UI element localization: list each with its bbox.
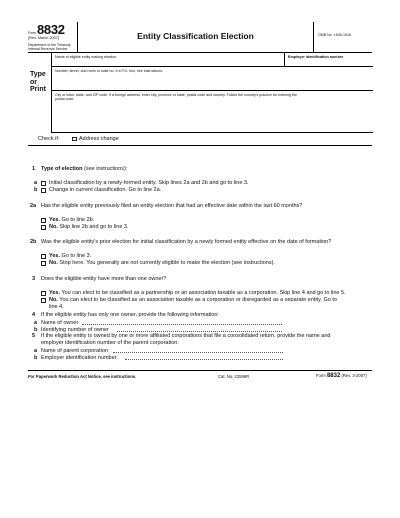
line-5b-letter: b: [34, 355, 38, 361]
footer-form-word: Form: [316, 373, 326, 378]
line-1b-checkbox[interactable]: [41, 188, 46, 193]
check-if-row: [28, 134, 372, 144]
line-1b-text: Change in current classification. Go to line 2a.: [49, 187, 162, 193]
line-2a-no: [49, 224, 129, 230]
line-1b-letter: b: [34, 187, 38, 193]
form-footer: [28, 370, 372, 379]
line-3-no-word: No.: [49, 297, 58, 303]
line-3-no-text: You can elect to be classified as an association taxable as a corporation or disregarded as a separate entity. Go to: [57, 297, 337, 303]
street-label: Number, street, and room or suite no. If a P.O. box, see instructions.: [55, 69, 163, 73]
form-number: 8832: [37, 22, 65, 37]
line-2a-yes: [49, 217, 94, 223]
service-name: Internal Revenue Service: [28, 47, 68, 52]
owner-id-field[interactable]: [117, 331, 282, 332]
department-name: Department of the Treasury: [28, 43, 71, 47]
line-2b-yes-word: Yes.: [49, 253, 61, 259]
line-4b-label: Identifying number of owner: [41, 327, 109, 333]
ein-field[interactable]: [284, 53, 373, 67]
line-2a-no-text: Skip line 2b and go to line 3.: [57, 224, 129, 230]
line-2b-no: [49, 260, 275, 266]
line-4-text: If the eligible entity has only one owner, provide the following information:: [41, 312, 219, 318]
or-word: or: [30, 78, 37, 86]
line-2a-no-checkbox[interactable]: [41, 225, 46, 230]
line-5a-letter: a: [34, 348, 38, 354]
line-2a-number: 2a: [30, 203, 37, 209]
line-4b-letter: b: [34, 327, 38, 333]
entity-fields: [51, 53, 372, 133]
owner-name-field[interactable]: [82, 324, 282, 325]
line-5a-label: Name of parent corporation: [41, 348, 108, 354]
form-word: Form: [28, 31, 37, 35]
line-3-yes-checkbox[interactable]: [41, 291, 46, 296]
line-2a-question: Has the eligible entity previously filed an entity election that had an effective date within the last 60 months?: [41, 203, 303, 209]
line-2b-yes-text: Go to line 3.: [60, 253, 92, 259]
parent-corp-ein-field[interactable]: [125, 359, 283, 360]
line-1a-text: Initial classification by a newly-formed entity. Skip lines 2a and 2b and go to line 3.: [49, 180, 249, 186]
line-3-yes-word: Yes.: [49, 290, 61, 296]
line-3-number: 3: [32, 276, 36, 282]
line-3-no-checkbox[interactable]: [41, 298, 46, 303]
line-2b-no-checkbox[interactable]: [41, 261, 46, 266]
ein-label: Employer identification number: [288, 55, 344, 59]
line-2b-yes-checkbox[interactable]: [41, 254, 46, 259]
city-label-line1: City or town, state, and ZIP code. If a foreign address, enter city, province or state, postal code and country. Follow the country's practice for entering the: [55, 93, 297, 97]
line-2b-yes: [49, 253, 91, 259]
section-divider: [28, 145, 372, 146]
line-5-number: 5: [32, 333, 36, 339]
address-change-label: Address change: [79, 136, 119, 142]
line-1-heading: [41, 166, 127, 172]
line-2a-no-word: No.: [49, 224, 58, 230]
line-1-title: Type of election: [41, 166, 83, 172]
line-3-yes: [49, 290, 346, 296]
line-1-suffix: (see instructions):: [82, 166, 128, 172]
agency-block: [28, 43, 78, 51]
line-4-number: 4: [32, 312, 36, 318]
line-2b-no-word: No.: [49, 260, 58, 266]
type-or-print-label: [30, 71, 46, 94]
line-1-number: 1: [32, 166, 36, 172]
line-2a-yes-word: Yes.: [49, 217, 61, 223]
address-change-checkbox[interactable]: [72, 137, 77, 142]
line-2b-question: Was the eligible entity's prior election for initial classification by a newly formed entity effective on the date of formation?: [41, 239, 332, 245]
line-2a-yes-checkbox[interactable]: [41, 218, 46, 223]
line-3-no-text-line2: line 4.: [49, 304, 64, 310]
entity-name-label: Name of eligible entity making election: [55, 55, 117, 59]
form-header: [28, 22, 372, 53]
entity-name-field[interactable]: [52, 53, 373, 67]
paperwork-notice: For Paperwork Reduction Act Notice, see instructions.: [28, 374, 137, 379]
line-3-yes-text: You can elect to be classified as a partnership or an association taxable as a corporation. Skip line 4 and go to line 5.: [60, 290, 346, 296]
line-2a-yes-text: Go to line 2b.: [60, 217, 95, 223]
footer-form-id: [316, 373, 367, 379]
line-1a-checkbox[interactable]: [41, 181, 46, 186]
omb-block: [313, 22, 372, 53]
line-4a-letter: a: [34, 320, 38, 326]
line-3-question: Does the eligible entity have more than one owner?: [41, 276, 167, 282]
entity-info-section: [28, 53, 372, 133]
form-id-block: [28, 22, 78, 53]
catalog-number: Cat. No. 22598R: [218, 374, 250, 379]
line-4a-label: Name of owner: [41, 320, 79, 326]
revision-date: (Rev. March 2007): [28, 36, 60, 40]
line-2b-number: 2b: [30, 239, 37, 245]
line-5-text-line1: If the eligible entity is owned by one or more affiliated corporations that file a consolidated return, provide the name and: [41, 333, 331, 339]
line-3-no: [49, 297, 337, 303]
line-1a-letter: a: [34, 180, 38, 186]
line-5-text-line2: employer identification number of the parent corporation:: [41, 340, 179, 346]
city-label-line2: postal code.: [55, 97, 75, 102]
city-field[interactable]: [52, 91, 373, 133]
omb-number: OMB No. 1545-1516: [318, 33, 351, 37]
footer-form-number: 8832: [326, 373, 341, 379]
line-2b-no-text: Stop here. You generally are not currently eligible to make the election (see instructions).: [57, 260, 275, 266]
footer-rev: (Rev. 3-2007): [341, 373, 367, 378]
city-label: [55, 93, 297, 102]
parent-corp-name-field[interactable]: [113, 352, 283, 353]
line-5b-label: Employer identification number: [41, 355, 117, 361]
check-if-label: Check if:: [38, 136, 60, 142]
street-field[interactable]: [52, 67, 373, 91]
form-title: Entity Classification Election: [137, 31, 254, 41]
print-word: Print: [30, 86, 46, 93]
type-word: Type: [30, 71, 46, 78]
